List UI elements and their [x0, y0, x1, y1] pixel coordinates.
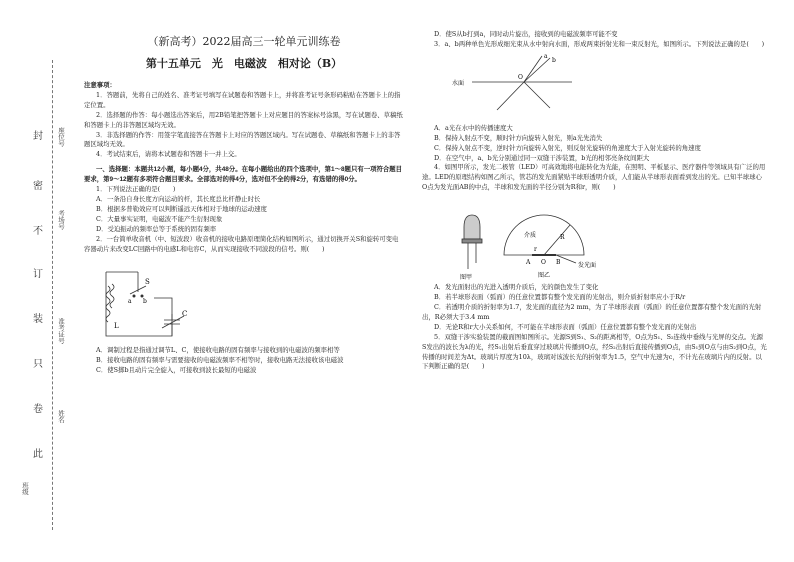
figure-b-label: 图乙 — [538, 272, 551, 280]
notice-item: 4．考试结束后，请将本试题卷和答题卡一并上交。 — [96, 150, 241, 159]
point-o-label: O — [541, 259, 546, 267]
question-stem: 1．下列说法正确的是( ) — [96, 185, 176, 194]
lc-circuit-figure — [84, 258, 404, 344]
class-label: 班级 — [21, 482, 28, 495]
capacitor-label: C — [182, 310, 188, 319]
option: D．在空气中，a、b光分别通过同一双缝干涉装置，b光的相邻亮条纹间距大 — [434, 153, 650, 162]
option: B．根据多普勒效应可以判断遥远天体相对于地球的运动速度 — [96, 204, 267, 213]
water-surface-label: 水面 — [452, 79, 465, 87]
notice-item: 1．答题前，先将自己的姓名、准考证号填写在试题卷和答题卡上，并将准考证号条形码粘贴在答题卡上的指定位置。 — [84, 90, 401, 109]
small-radius-label: r — [534, 246, 537, 254]
question-stem: 4．如图甲所示，发光二极管（LED）可高效地将电能转化为光能，在照明、平板显示、医疗器件等领域具有广泛的用途。LED的原理结构如图乙所示，管芯的发光面紧贴半球形透明介质，人们能从半球形表面看到发出的光。已知半球球心O点为发光面AB的中点，半球和发光面的半径分别为R和r，则( ) — [422, 163, 766, 192]
point-a-label: A — [526, 259, 531, 267]
point-b-label: B — [556, 259, 561, 267]
refraction-figure — [422, 52, 767, 122]
seal-char: 不 — [33, 226, 43, 237]
medium-label: 介质 — [524, 232, 537, 240]
option: A．一条沿自身长度方向运动的杆，其长度总比杆静止时长 — [96, 194, 261, 203]
notice-item: 3．非选择题的作答：用签字笔直接答在答题卡上对应的答题区域内。写在试题卷、草稿纸和答题卡上的非答题区域均无效。 — [84, 130, 401, 149]
option: D．无论R和r大小关系如何，不可能在半球形表面（弧面）任意位置都有整个发光面的光射出 — [434, 322, 697, 331]
figure-a-label: 图甲 — [460, 274, 473, 282]
option: A．调制过程是指通过调节L、C，使接收电路的固有频率与接收到的电磁波的频率相等 — [96, 346, 340, 355]
option: B．若半球形表面（弧面）的任意位置都有整个发光面的光射出，则介质折射率应小于R/r — [434, 293, 686, 302]
seal-char: 装 — [33, 314, 43, 325]
admission-number-label: 准考证号 — [57, 318, 64, 344]
option: C．保持入射点不变，逆时针方向旋转入射光，则反射光旋转的角速度大于入射光旋转的角速度 — [434, 143, 701, 152]
ray-a-label: a — [544, 52, 548, 60]
option: C．大量事实证明，电磁波不能产生衍射现象 — [96, 214, 223, 223]
name-label: 姓名 — [57, 410, 64, 423]
exam-title: （新高考）2022届高三一轮单元训练卷 — [147, 35, 341, 48]
option: B．保持入射点不变，顺时针方向旋转入射光，则a光先消失 — [434, 133, 603, 142]
option: B．接收电路的固有频率与需要接收的电磁波频率不相等时，接收电路无法接收该电磁波 — [96, 356, 344, 365]
question-stem: 2．一台简单收音机（中、短波段）收音机的接收电路原理简化结构如图所示，通过切换开关S和旋转可变电容器动片来改变LC回路中的电感L和电容C，从而实现接收不同波段的信号。则( ) — [84, 234, 399, 253]
option: D．受迫振动的频率总等于系统的固有频率 — [96, 224, 217, 233]
option: A．a光在水中的传播速度大 — [434, 123, 513, 132]
seal-char: 卷 — [33, 404, 43, 415]
radius-label: R — [560, 234, 565, 242]
option: D．使S从b打到a，同时动片旋出，接收到的电磁波频率可能不变 — [434, 30, 618, 38]
question-stem: 3．a、b两种单色光形成细光束从水中射向水面，形成两束折射光和一束反射光，如图所示。下列说法正确的是( ) — [434, 39, 765, 48]
seat-number-label: 座位号 — [57, 127, 64, 147]
seal-char: 此 — [33, 449, 43, 460]
option: C．若透明介质的折射率为1.7，发光面的直径为2 mm，为了半球形表面（弧面）的任意位置都有整个发光面的光射出，R必须大于3.4 mm — [422, 302, 762, 321]
right-column — [422, 0, 767, 372]
inductor-label: L — [114, 322, 119, 331]
notice-item: 2．选择题的作答：每小题选出答案后，用2B铅笔把答题卡上对应题目的答案标号涂黑，写在试题卷、草稿纸和答题卡上的非答题区域均无效。 — [84, 110, 403, 129]
terminal-a-label: a — [128, 298, 132, 306]
seal-char: 只 — [33, 359, 43, 370]
ray-b-label: b — [552, 56, 556, 64]
option: A．发光面射出的光进入透明介质后，光的颜色发生了变化 — [434, 283, 599, 292]
point-o-label: O — [518, 73, 523, 81]
binding-sidebar — [0, 0, 78, 562]
seal-char: 封 — [33, 131, 43, 142]
switch-label: S — [145, 278, 150, 287]
exam-room-label: 考场号 — [57, 210, 64, 230]
terminal-b-label: b — [143, 298, 147, 306]
left-column — [84, 0, 404, 376]
seal-char: 密 — [33, 181, 43, 192]
seal-char: 订 — [33, 269, 43, 280]
notice-heading: 注意事项： — [84, 82, 116, 89]
led-figure — [422, 199, 767, 281]
seal-line — [52, 60, 53, 530]
option: C．使S掷b且动片完全旋入，可接收到波长最短的电磁波 — [96, 366, 257, 375]
question-stem: 5．双缝干涉实验装置的截面图如图所示。光源S到S₁、S₂的距离相等，O点为S₁、S₂连线中垂线与光屏的交点。光源S发出的波长为λ的光，经S₁出射后垂直穿过玻璃片传播到O点，经S₂出射后直接传播到O点，由S₁到O点与由S₂到O点，光传播的时间差为Δt。玻璃片厚度为10λ，玻璃对该波长光的折射率为1.5，空气中光速为c，不计光在玻璃片内的反射。以下判断正确的是( ) — [422, 332, 767, 371]
section-intro: 一、选择题：本题共12小题，每小题4分，共48分。在每小题给出的四个选项中，第1～8题只有一项符合题目要求，第9～12题有多项符合题目要求。全部选对的得4分，选对但不全的得2分，有选错的得0分。 — [84, 166, 403, 184]
emitting-surface-label: 发光面 — [578, 262, 597, 270]
unit-title: 第十五单元 光 电磁波 相对论（B） — [145, 57, 343, 70]
